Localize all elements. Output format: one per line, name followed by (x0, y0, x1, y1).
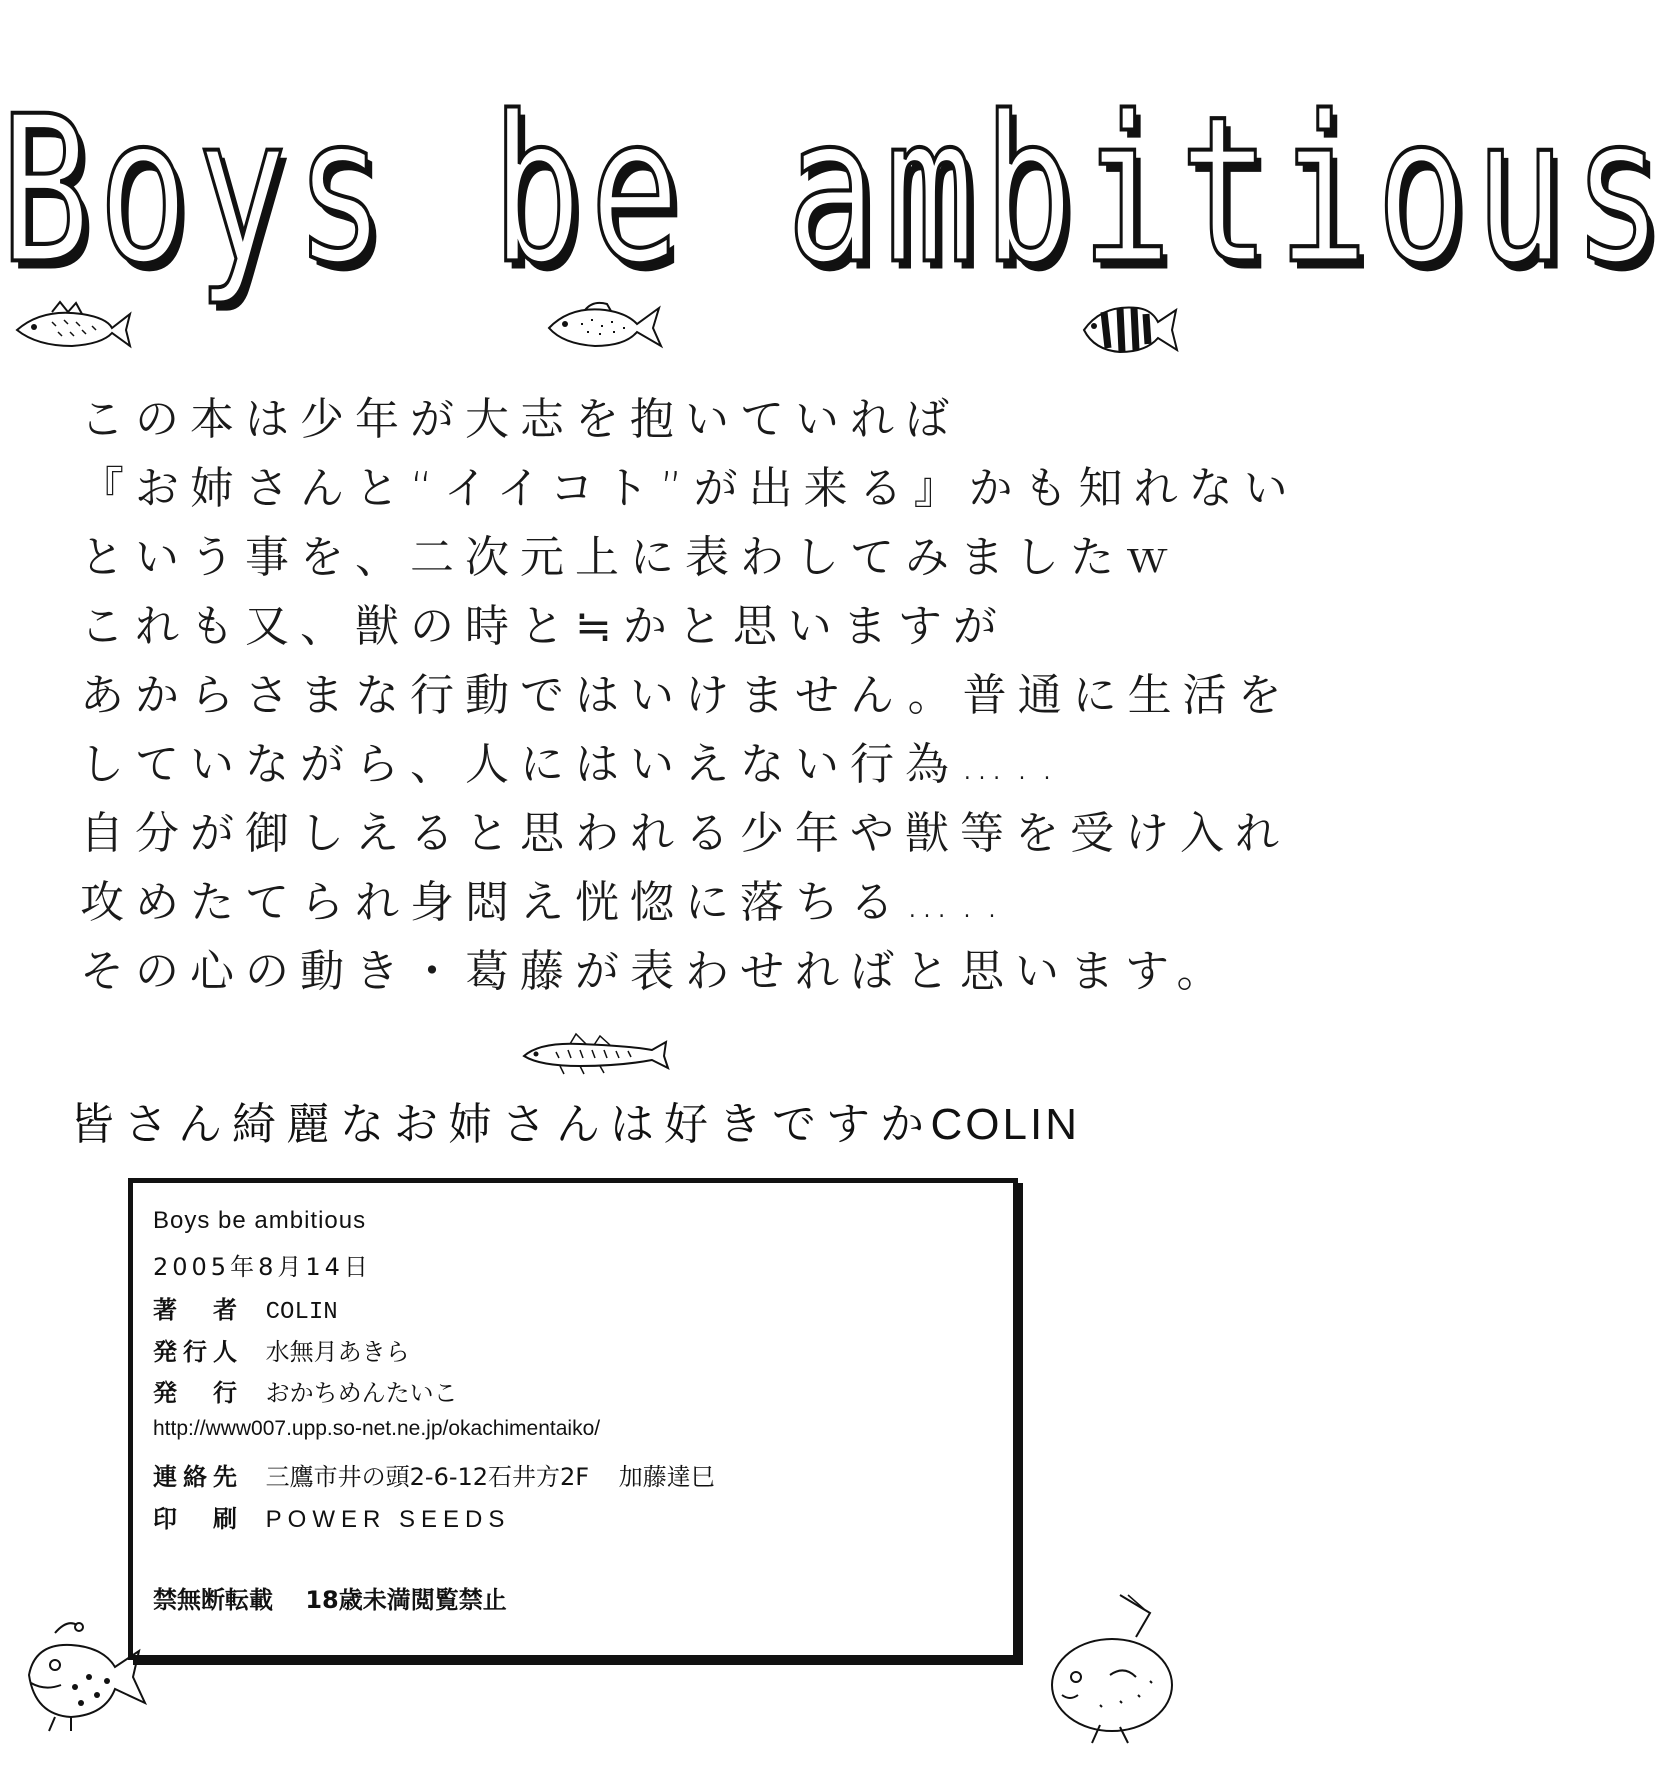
message-line: 攻めたてられ身悶え恍惚に落ちる….. (80, 877, 1010, 928)
issuer-label: 発 行 (153, 1379, 243, 1407)
author-label: 著 者 (153, 1296, 243, 1324)
colophon-publisher-row (153, 1332, 410, 1367)
colophon-notice-row (153, 1580, 531, 1615)
perch-fish-icon (12, 300, 132, 355)
message-line: 『お姉さんと“イイコト”が出来る』かも知れない (80, 463, 1299, 514)
printer-value: POWER SEEDS (265, 1506, 511, 1533)
author-message (80, 385, 1299, 1006)
contact-name: 加藤達巳 (618, 1463, 715, 1491)
colophon-box (128, 1178, 1018, 1660)
colophon-author-row (153, 1290, 338, 1326)
message-line: という事を、二次元上に表わしてみましたｗ (80, 532, 1180, 583)
message-line: これも又、獣の時と≒かと思いますが (80, 601, 1008, 652)
publisher-label: 発行人 (153, 1338, 243, 1366)
contact-address: 三鷹市井の頭2-6-12石井方2F (265, 1463, 590, 1491)
age-restriction-notice: 18歳未満閲覧禁止 (305, 1586, 507, 1614)
fish-icon (545, 300, 663, 352)
signoff-question: 皆さん綺麗なお姉さんは好きですか (70, 1099, 934, 1150)
colophon-date: 2005年8月14日 (153, 1253, 372, 1281)
striped-fish-icon (1080, 298, 1180, 358)
message-line: その心の動き・葛藤が表わせればと思います。 (80, 946, 1232, 997)
contact-label: 連絡先 (153, 1463, 243, 1491)
signoff-author: COLIN (930, 1100, 1080, 1149)
message-line: していながら、人にはいえない行為….. (80, 739, 1065, 790)
message-line: 自分が御しえると思われる少年や獣等を受け入れ (80, 808, 1290, 859)
sunfish-icon (1040, 1585, 1190, 1745)
loach-fish-icon (520, 1030, 670, 1075)
author-value: COLIN (265, 1299, 338, 1326)
signoff (70, 1090, 1080, 1160)
printer-label: 印 刷 (153, 1505, 243, 1533)
publisher-value: 水無月あきら (265, 1338, 410, 1366)
colophon-book-title: Boys be ambitious (153, 1207, 367, 1234)
page-title: Boys be ambitious (0, 74, 1671, 309)
colophon-printer-row (153, 1499, 510, 1534)
no-reprint-notice: 禁無断転載 (153, 1586, 273, 1614)
message-line: この本は少年が大志を抱いていれば (80, 394, 960, 445)
issuer-value: おかちめんたいこ (265, 1379, 458, 1407)
colophon-url: http://www007.upp.so-net.ne.jp/okachimentaiko/ (153, 1417, 601, 1440)
anglerfish-icon (15, 1615, 155, 1735)
colophon-contact-row (153, 1457, 715, 1492)
message-line: あからさまな行動ではいけません。普通に生活を (80, 670, 1293, 721)
colophon-issuer-row (153, 1373, 458, 1408)
